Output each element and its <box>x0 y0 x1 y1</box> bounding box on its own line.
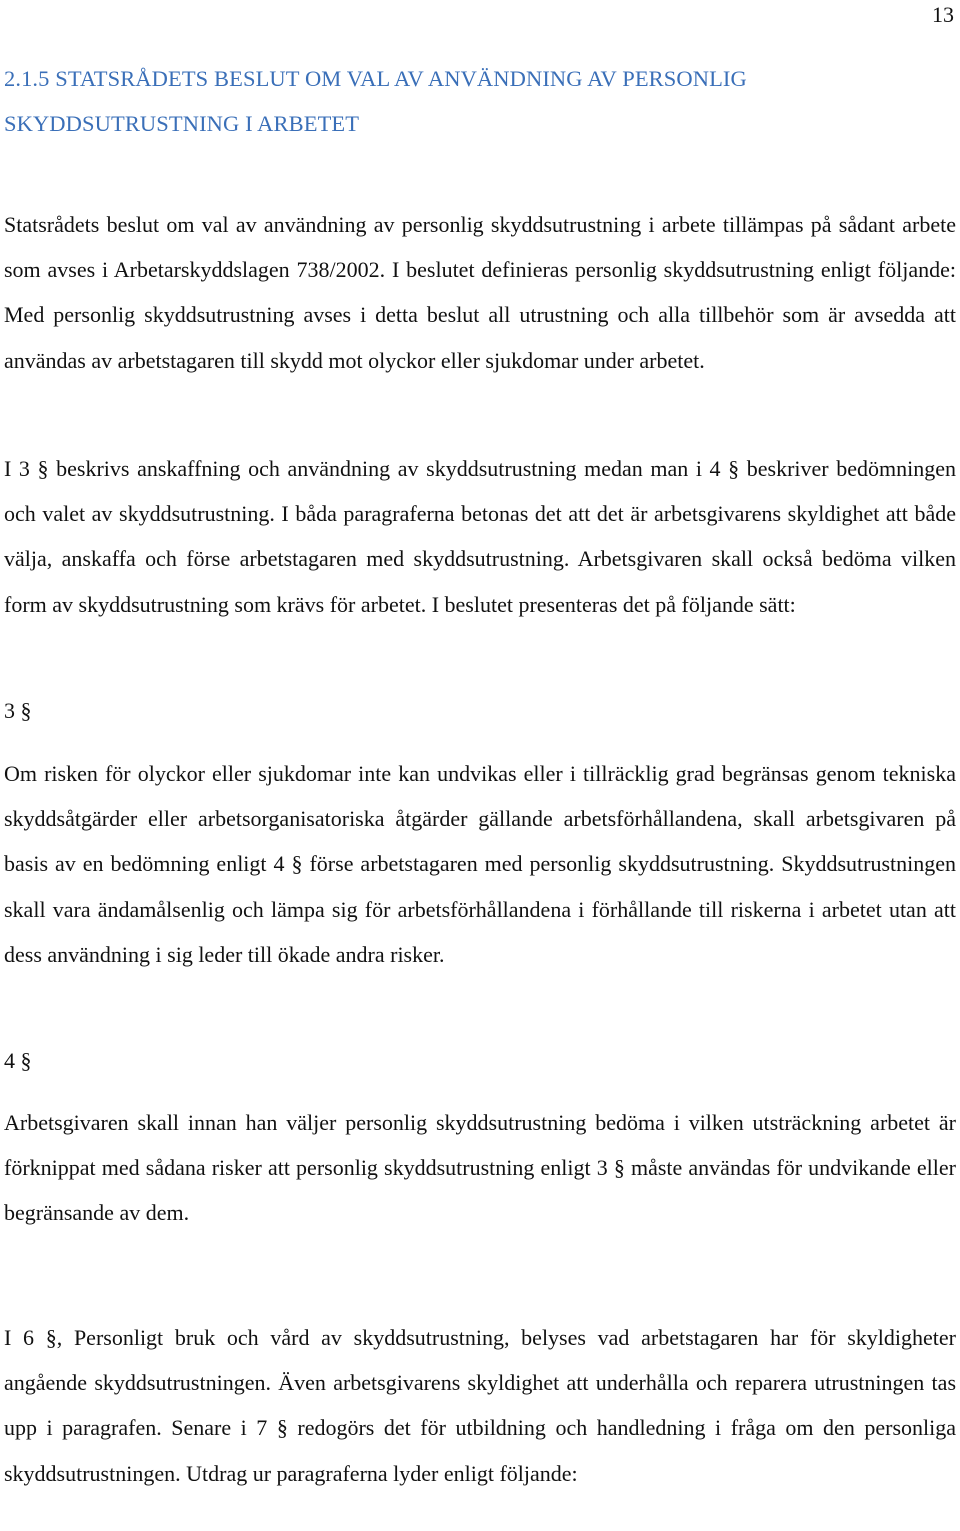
procurement-paragraph: I 3 § beskrivs anskaffning och användning av skyddsutrustning medan man i 4 § beskriver bedömningen och valet av skyddsutrustning. I båda paragraferna betonas det att det är arbetsgivarens skyldighet att både välja, anskaffa och förse arbetstagaren med skyddsutrustning. Arbetsgivaren skall också bedöma vilken form av skyddsutrustning som krävs för arbetet. I beslutet presenteras det på följande sätt: <box>4 456 956 617</box>
intro-paragraph: Statsrådets beslut om val av användning av personlig skyddsutrustning i arbete tillämpas på sådant arbete som avses i Arbetarskyddslagen 738/2002. I beslutet definieras personlig skyddsutrustning enligt följande: Med personlig skyddsutrustning avses i detta beslut all utrustning och alla tillbehör som är avsedda att användas av arbetstagaren till skydd mot olyckor eller sjukdomar under arbetet. <box>4 212 956 373</box>
section-4-label: 4 § <box>4 1048 32 1073</box>
page-number: 13 <box>932 2 954 27</box>
section-3-label: 3 § <box>4 698 32 723</box>
section-heading: 2.1.5 STATSRÅDETS BESLUT OM VAL AV ANVÄNDNING AV PERSONLIG SKYDDSUTRUSTNING I ARBETET <box>4 66 747 136</box>
section-3-text: Om risken för olyckor eller sjukdomar inte kan undvikas eller i tillräcklig grad begränsas genom tekniska skyddsåtgärder eller arbetsorganisatoriska åtgärder gällande arbetsförhållandena, skall arbetsgivaren på basis av en bedömning enligt 4 § förse arbetstagaren med personlig skyddsutrustning. Skyddsutrustningen skall vara ändamålsenlig och lämpa sig för arbetsförhållandena i förhållande till riskerna i arbetet utan att dess användning i sig leder till ökade andra risker. <box>4 761 956 967</box>
usage-paragraph: I 6 §, Personligt bruk och vård av skyddsutrustning, belyses vad arbetstagaren har för skyldigheter angående skyddsutrustningen. Även arbetsgivarens skyldighet att underhålla och reparera utrustningen tas upp i paragrafen. Senare i 7 § redogörs det för utbildning och handledning i fråga om den personliga skyddsutrustningen. Utdrag ur paragraferna lyder enligt följande: <box>4 1325 956 1486</box>
section-4-text: Arbetsgivaren skall innan han väljer personlig skyddsutrustning bedöma i vilken utsträckning arbetet är förknippat med sådana risker att personlig skyddsutrustning enligt 3 § måste användas för undvikande eller begränsande av dem. <box>4 1110 956 1226</box>
